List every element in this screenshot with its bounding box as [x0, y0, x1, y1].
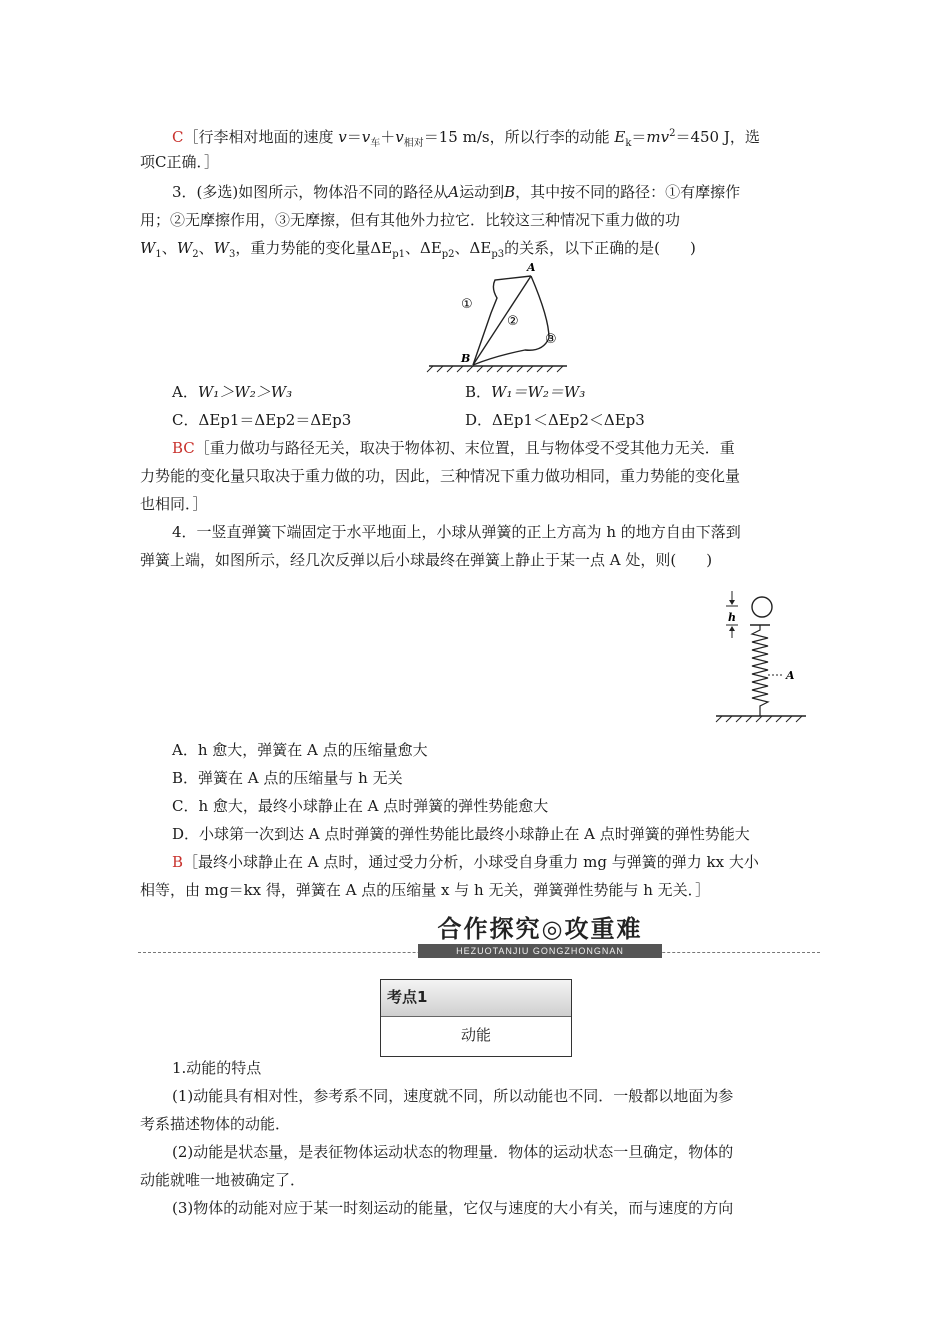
spring — [752, 625, 768, 716]
q4-option-b: B．弹簧在 A 点的压缩量与 h 无关 — [172, 769, 403, 787]
point-A-label: A — [786, 669, 795, 682]
kaodian-tag: 考点1 — [387, 988, 428, 1006]
body-p3-line-1: (3)物体的动能对应于某一时刻运动的能量，它仅与速度的大小有关，而与速度的方向 — [172, 1199, 734, 1217]
q4-answer-line-1: B［最终小球静止在 A 点时，通过受力分析，小球受自身重力 mg 与弹簧的弹力 kx 大小 — [172, 853, 759, 871]
answer-letter: BC — [172, 439, 195, 457]
q3-option-a: A．W₁＞W₂＞W₃ — [172, 383, 293, 401]
q3-stem-line-1: 3．(多选)如图所示，物体沿不同的路径从A运动到B，其中按不同的路径：①有摩擦作 — [172, 183, 741, 201]
body-p1-line-2: 考系描述物体的动能． — [140, 1115, 291, 1133]
body-p2-line-2: 动能就唯一地被确定了． — [140, 1171, 306, 1189]
kaodian-box — [380, 979, 572, 1057]
section-banner — [418, 914, 662, 960]
q4-option-a: A．h 愈大，弹簧在 A 点的压缩量愈大 — [172, 741, 428, 759]
ground-hatch — [427, 366, 563, 372]
q4-spring-figure — [712, 588, 812, 728]
q4-stem-line-2: 弹簧上端，如图所示，经几次反弹以后小球最终在弹簧上静止于某一点 A 处，则( ) — [140, 551, 713, 569]
q3-path-figure — [425, 258, 575, 378]
q3-answer-line-2: 力势能的变化量只取决于重力做的功，因此，三种情况下重力做功相同，重力势能的变化量 — [140, 467, 741, 485]
answer-letter: B — [172, 853, 184, 871]
q3-option-c: C．ΔEp1＝ΔEp2＝ΔEp3 — [172, 411, 352, 429]
q2-answer-line-2: 项C正确．］ — [140, 153, 219, 171]
answer-letter: C — [172, 128, 184, 146]
q4-option-c: C．h 愈大，最终小球静止在 A 点时弹簧的弹性势能愈大 — [172, 797, 549, 815]
q3-answer-line-3: 也相同．］ — [140, 495, 208, 513]
ball — [752, 597, 772, 617]
point-A-label: A — [527, 261, 536, 274]
body-p2-line-1: (2)动能是状态量，是表征物体运动状态的物理量．物体的运动状态一旦确定，物体的 — [172, 1143, 734, 1161]
q3-answer-line-1: BC［重力做功与路径无关，取决于物体初、末位置，且与物体受不受其他力无关．重 — [172, 439, 735, 457]
q4-answer-line-2: 相等，由 mg＝kx 得，弹簧在 A 点的压缩量 x 与 h 无关，弹簧弹性势能与 h 无关．］ — [140, 881, 711, 899]
q4-option-d: D．小球第一次到达 A 点时弹簧的弹性势能比最终小球静止在 A 点时弹簧的弹性势能大 — [172, 825, 750, 843]
q3-option-d: D．ΔEp1＜ΔEp2＜ΔEp3 — [465, 411, 645, 429]
q3-option-b: B．W₁＝W₂＝W₃ — [465, 383, 586, 401]
q3-stem-line-2: 用；②无摩擦作用，③无摩擦，但有其他外力拉它．比较这三种情况下重力做的功 — [140, 211, 681, 229]
q2-answer-line-1: C［行李相对地面的速度 $v=v_车+v_{相对}=15$ m/s，所以行李的动能 $E_k=mv^2=450$ J，选 — [172, 128, 760, 149]
h-label: h — [728, 611, 736, 624]
section-subtitle: HEZUOTANJIU GONGZHONGNAN — [418, 944, 662, 958]
path-2-label: ② — [507, 314, 519, 329]
section-title: 合作探究◎攻重难 — [437, 915, 643, 943]
q4-stem-line-1: 4．一竖直弹簧下端固定于水平地面上，小球从弹簧的正上方高为 h 的地方自由下落到 — [172, 523, 741, 541]
body-heading: 1.动能的特点 — [172, 1059, 262, 1077]
ground-hatch — [716, 716, 802, 722]
path-3-label: ③ — [545, 332, 557, 347]
kaodian-header — [381, 980, 571, 1017]
point-B-label: B — [461, 352, 471, 365]
path-1-label: ① — [461, 297, 473, 312]
body-p1-line-1: (1)动能具有相对性，参考系不同，速度就不同，所以动能也不同．一般都以地面为参 — [172, 1087, 734, 1105]
path-2 — [473, 276, 531, 365]
kaodian-label: 动能 — [460, 1026, 491, 1044]
q3-stem-line-3: $W_1$、$W_2$、$W_3$，重力势能的变化量$\Delta E_{p1}$、$\Delta E_{p2}$、$\Delta E_{p3}$的关系，以下正确的是( ) — [140, 239, 696, 260]
